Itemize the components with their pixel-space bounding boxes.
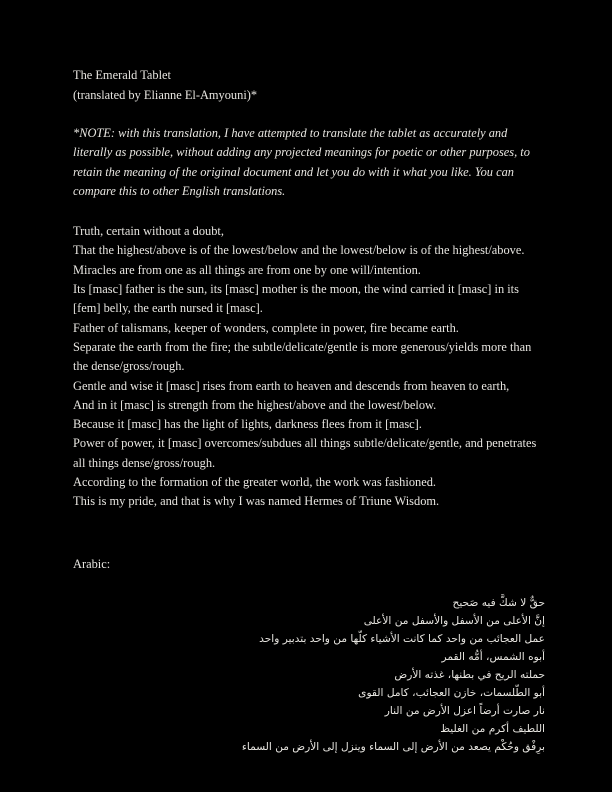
tablet-line: According to the formation of the greater world, the work was fashioned. (73, 475, 437, 490)
tablet-line: Its [masc] father is the sun, its [masc] mother is the moon, the wind carried it [masc] in its [fem] belly, the earth nursed it [masc]. (73, 282, 519, 316)
tablet-line: That the highest/above is of the lowest/below and the lowest/below is of the highest/above. (73, 243, 525, 258)
arabic-line: أبوه الشمس، أمُّه القمر (441, 650, 545, 663)
arabic-line: برِفْق وحُكْم يصعد من الأرض إلى السماء وينزل إلى الأرض من السماء (241, 740, 545, 753)
arabic-line: حملته الريح في بطنها، غذته الأرض (394, 668, 545, 681)
tablet-line: This is my pride, and that is why I was named Hermes of Triune Wisdom. (73, 494, 440, 509)
tablet-text-body (73, 222, 537, 511)
page-title: The Emerald Tablet (73, 68, 171, 82)
tablet-line: Father of talismans, keeper of wonders, complete in power, fire became earth. (73, 320, 459, 335)
arabic-line: نار صارت أرضاً اعزل الأرض من النار (384, 704, 545, 717)
tablet-line: Separate the earth from the fire; the subtle/delicate/gentle is more generous/yields more than the dense/gross/rough. (73, 339, 532, 374)
tablet-line: Miracles are from one as all things are from one by one will/intention. (73, 262, 421, 277)
arabic-line: عمل العجائب من واحد كما كانت الأشياء كلّها من واحد بتدبير واحد (259, 632, 545, 645)
translator-credit: (translated by Elianne El-Amyouni)* (73, 87, 258, 102)
document-content (73, 66, 545, 756)
arabic-text-body (73, 594, 545, 756)
tablet-line: Gentle and wise it [masc] rises from earth to heaven and descends from heaven to earth, (73, 378, 510, 393)
arabic-line: إنَّ الأعلى من الأسفل والأسفل من الأعلى (363, 614, 545, 627)
arabic-section-label: Arabic: (73, 556, 111, 571)
document-header (73, 66, 537, 105)
arabic-line: حقٌّ لا شكَّ فيه صَحيح (452, 596, 545, 609)
tablet-line: Power of power, it [masc] overcomes/subdues all things subtle/delicate/gentle, and penetrates all things dense/gross/rough. (73, 436, 537, 470)
arabic-line: اللطيف أكرم من الغليظ (440, 722, 545, 735)
translator-note: *NOTE: with this translation, I have attempted to translate the tablet as accurately and literally as possible, without adding any projected meanings for poetic or other purposes, to retain the meaning of the original document and let you do with it what you like. You can compare this to other English translations. (73, 126, 530, 198)
tablet-line: And in it [masc] is strength from the highest/above and the lowest/below. (73, 397, 437, 412)
tablet-line: Because it [masc] has the light of lights, darkness flees from it [masc]. (73, 417, 422, 432)
arabic-line: أبو الطّلسمات، خازن العجائب، كامل القوى (358, 686, 545, 699)
tablet-line: Truth, certain without a doubt, (73, 224, 224, 239)
